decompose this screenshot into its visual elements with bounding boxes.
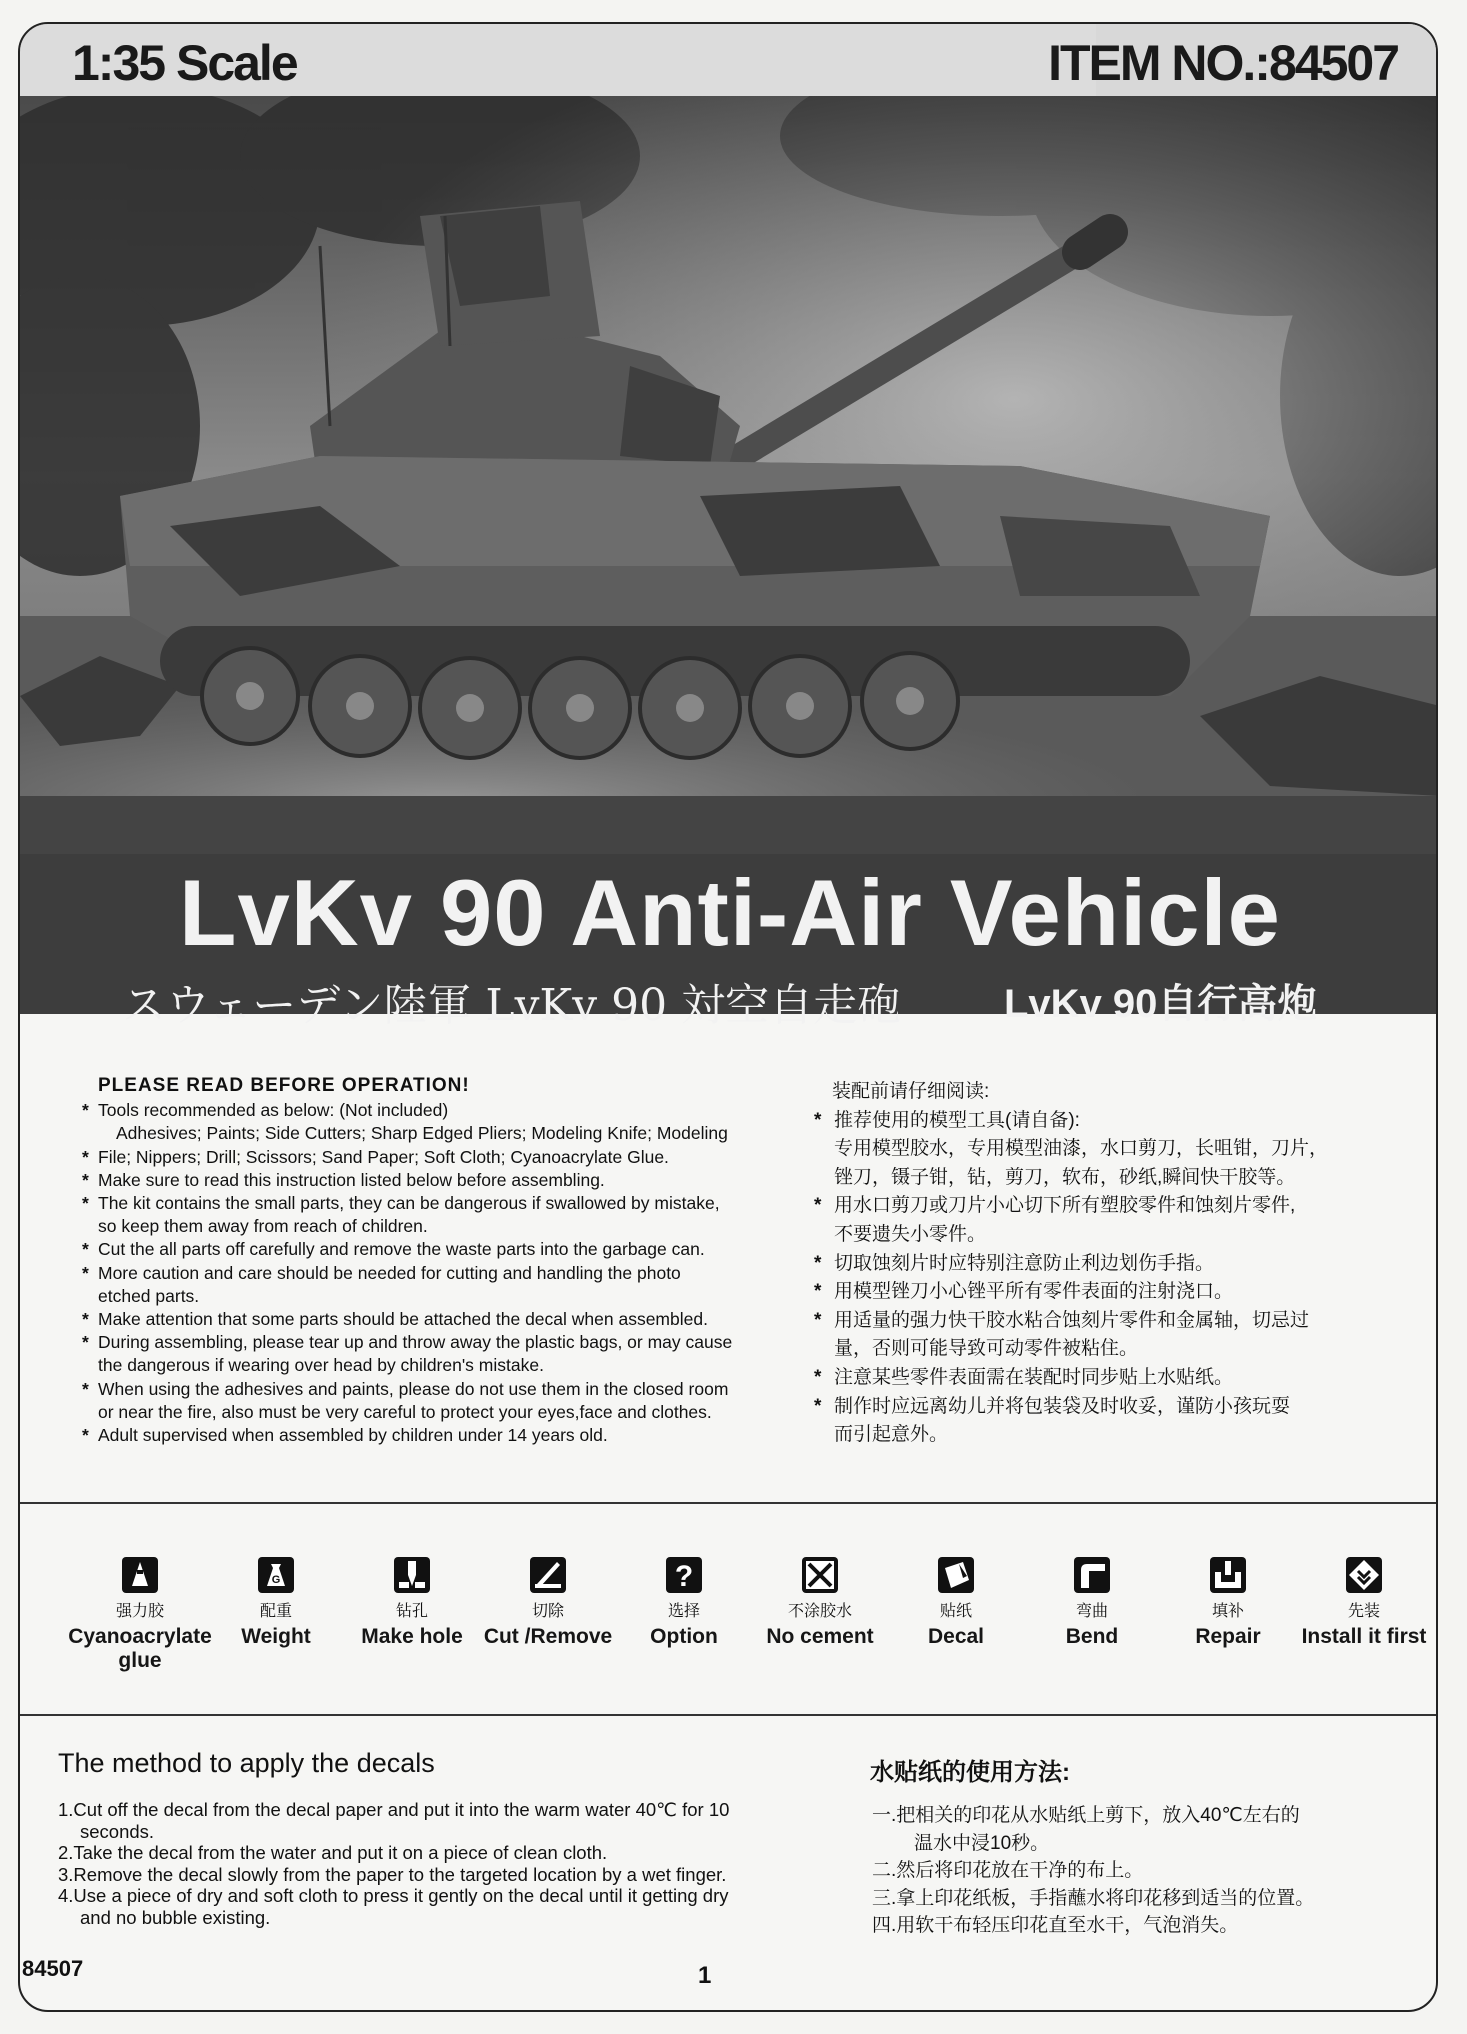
instruction-continuation-cn: 而引起意外。 [834, 1424, 949, 1446]
instruction-item-cn: * 用适量的强力快干胶水粘合蚀刻片零件和金属轴，切忌过 [812, 1307, 1412, 1336]
instruction-continuation-cn: 不要遗失小零件。 [834, 1223, 987, 1245]
legend-label-en: Make hole [361, 1625, 463, 1648]
legend-label-en: Cut /Remove [483, 1625, 613, 1648]
instruction-continuation-cn: 专用模型胶水，专用模型油漆，水口剪刀，长咀钳，刀片， [834, 1138, 1329, 1160]
install-first-icon [1345, 1556, 1383, 1594]
drill-icon [393, 1556, 431, 1594]
instruction-item-cn: * 用水口剪刀或刀片小心切下所有塑胶零件和蚀刻片零件, [812, 1192, 1412, 1221]
decal-method-title-cn: 水贴纸的使用方法: [870, 1759, 1070, 1786]
instruction-item-cn: * 推荐使用的模型工具(请自备): [812, 1107, 1412, 1136]
decal-step-cn: 一.把相关的印花从水贴纸上剪下，放入40℃左右的 [872, 1805, 1300, 1826]
legend-label-en: Install it first [1301, 1625, 1427, 1648]
decal-method-title: The method to apply the decals [58, 1748, 435, 1778]
legend-label-en: Weight [241, 1625, 311, 1648]
instruction-continuation: etched parts. [98, 1285, 200, 1306]
decal-step-cn: 三.拿上印花纸板，手指蘸水将印花移到适当的位置。 [872, 1887, 1315, 1909]
instruction-continuation: Adhesives; Paints; Side Cutters; Sharp Edged Pliers; Modeling Knife; Modeling [116, 1123, 728, 1144]
legend-label-en: Repair [1195, 1625, 1261, 1648]
legend-label-cn: 贴纸 [939, 1603, 972, 1620]
legend-label-cn: 弯曲 [1075, 1603, 1108, 1620]
decal-step-continuation: and no bubble existing. [80, 1906, 271, 1928]
decal-step-cn: 二.然后将印花放在干净的布上。 [872, 1860, 1144, 1881]
instruction-item-cn: * 切取蚀刻片时应特别注意防止利边划伤手指。 [812, 1250, 1412, 1279]
legend-label-cn: 强力胶 [115, 1603, 164, 1620]
item-number: ITEM NO.:84507 [1048, 35, 1398, 91]
question-icon [665, 1556, 703, 1594]
product-title-japanese: スウェーデン陸軍 LvKv 90 対空自走砲 [122, 980, 902, 1031]
instruction-continuation: or near the fire, also must be very careful to protect your eyes,face and clothes. [98, 1401, 712, 1422]
decal-step-continuation: seconds. [80, 1820, 155, 1842]
decal-steps-chinese [872, 1802, 1432, 1940]
weight-icon [257, 1556, 295, 1594]
page-number: 1 [698, 1962, 712, 1989]
instruction-item: * Make sure to read this instruction listed below before assembling. [80, 1169, 800, 1192]
instruction-item: * More caution and care should be needed for cutting and handling the photo [80, 1262, 800, 1285]
svg-text:?: ? [674, 1560, 694, 1593]
bend-icon [1073, 1556, 1111, 1594]
instruction-item: * During assembling, please tear up and throw away the plastic bags, or may cause [80, 1331, 800, 1354]
decal-step-continuation-cn: 温水中浸10秒。 [914, 1832, 1050, 1854]
instruction-text: File; Nippers; Drill; Scissors; Sand Paper; Soft Cloth; Cyanoacrylate Glue. [98, 1146, 669, 1167]
instruction-item: * Cut the all parts off carefully and remove the waste parts into the garbage can. [80, 1238, 800, 1261]
instruction-continuation: so keep them away from reach of children. [98, 1216, 428, 1237]
legend-label-en: No cement [766, 1625, 874, 1648]
instruction-item: * Tools recommended as below: (Not included) [80, 1099, 800, 1122]
instruction-continuation-cn: 量，否则可能导致可动零件被粘住。 [834, 1338, 1139, 1360]
legend-label-en: Bend [1065, 1625, 1119, 1648]
instruction-continuation: the dangerous if wearing over head by children's mistake. [98, 1355, 544, 1376]
legend-label-cn: 填补 [1211, 1603, 1244, 1620]
instruction-item-cn: * 用模型锉刀小心锉平所有零件表面的注射浇口。 [812, 1278, 1412, 1307]
decal-step: 2.Take the decal from the water and put it on a piece of clean cloth. [58, 1842, 608, 1863]
product-title: LvKv 90 Anti-Air Vehicle [179, 860, 1281, 965]
instruction-item: * The kit contains the small parts, they can be dangerous if swallowed by mistake, [80, 1192, 800, 1215]
glue-bottle-icon [121, 1556, 159, 1594]
decal-step-cn: 四.用软干布轻压印花直至水干，气泡消失。 [872, 1915, 1239, 1936]
hero-panel [20, 24, 1438, 1031]
instruction-item-cn: * 制作时应远离幼儿并将包装袋及时收妥，谨防小孩玩耍 [812, 1393, 1412, 1422]
instruction-item: * Make attention that some parts should be attached the decal when assembled. [80, 1308, 800, 1331]
legend-label-en: Cyanoacrylate glue [68, 1625, 212, 1672]
box-art-illustration [20, 96, 1438, 854]
decal-step: 3.Remove the decal slowly from the paper to the targeted location by a wet finger. [58, 1863, 727, 1885]
footer-item-number: 84507 [22, 1956, 84, 1981]
decal-step: 4.Use a piece of dry and soft cloth to press it gently on the decal until it getting dry [58, 1885, 729, 1906]
svg-text:G: G [271, 1574, 281, 1586]
legend-item-install-first [1274, 1556, 1438, 1649]
decal-icon [937, 1556, 975, 1594]
instruction-continuation-cn: 锉刀，镊子钳，钻，剪刀，软布，砂纸,瞬间快干胶等。 [834, 1166, 1296, 1188]
instructions-english [80, 1074, 800, 1447]
legend-label-cn: 钻孔 [395, 1603, 428, 1620]
product-title-chinese: LvKv 90自行高炮 [1004, 982, 1318, 1026]
instruction-item: * When using the adhesives and paints, please do not use them in the closed room [80, 1378, 800, 1401]
instruction-continuation [80, 1146, 800, 1169]
legend-label-cn: 配重 [259, 1603, 292, 1620]
instructions-chinese [812, 1078, 1412, 1450]
legend-label-cn: 选择 [667, 1603, 700, 1620]
legend-label-cn: 切除 [531, 1603, 564, 1620]
divider [20, 1714, 1438, 1716]
cross-icon [801, 1556, 839, 1594]
instruction-item-cn: * 注意某些零件表面需在装配时同步贴上水贴纸。 [812, 1364, 1412, 1393]
decal-step: 1.Cut off the decal from the decal paper and put it into the warm water 40℃ for 10 [58, 1799, 730, 1820]
page-frame [18, 22, 1438, 2012]
repair-icon [1209, 1556, 1247, 1594]
knife-icon [529, 1556, 567, 1594]
scale-label: 1:35 Scale [72, 35, 297, 91]
legend-label-en: Option [650, 1625, 718, 1648]
instructions-heading: PLEASE READ BEFORE OPERATION! [98, 1075, 470, 1096]
divider [20, 1502, 1438, 1504]
legend-label-en: Decal [927, 1625, 985, 1648]
instruction-item: * Adult supervised when assembled by children under 14 years old. [80, 1424, 800, 1447]
symbol-legend [40, 1556, 1438, 1696]
legend-label-cn: 先装 [1347, 1603, 1380, 1620]
decal-steps-english [58, 1799, 848, 1928]
legend-label-cn: 不涂胶水 [787, 1603, 852, 1620]
instructions-heading-cn: 装配前请仔细阅读: [832, 1081, 990, 1102]
